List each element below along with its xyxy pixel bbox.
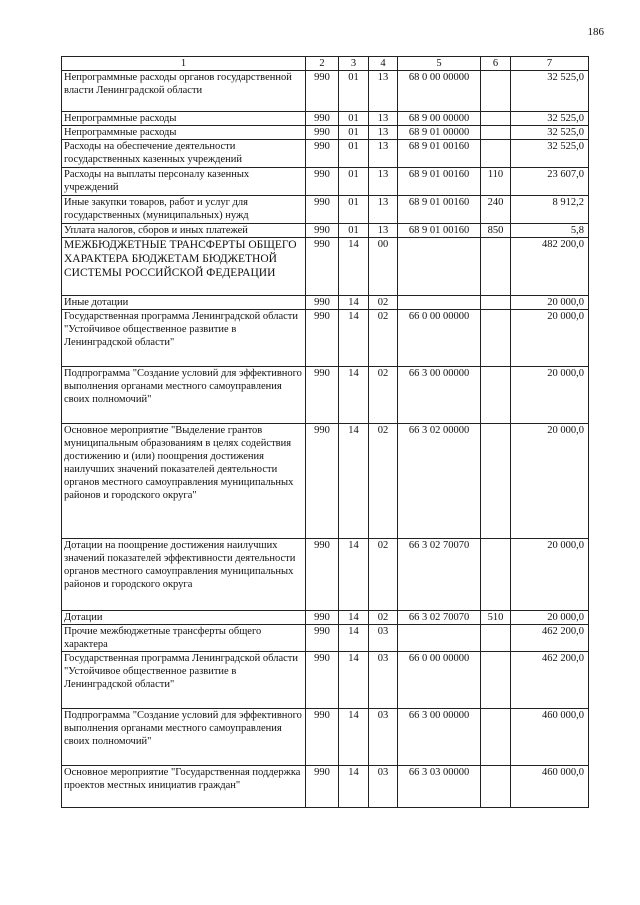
row-name-cell: Непрограммные расходы органов государственной власти Ленинградской области [62,71,306,112]
table-row [62,367,589,424]
code-cell: 990 [306,625,339,652]
row-name-cell: Подпрограмма "Создание условий для эффективного выполнения органами местного самоуправления своих полномочий" [62,709,306,766]
code-cell: 990 [306,424,339,539]
table-row [62,112,589,126]
target-article-cell: 68 9 01 00160 [398,224,481,238]
expense-type-cell [481,140,511,168]
column-header: 5 [398,57,481,71]
table-row [62,766,589,808]
target-article-cell: 68 9 01 00160 [398,140,481,168]
expense-type-cell [481,539,511,611]
target-article-cell: 66 3 02 70070 [398,611,481,625]
row-name-cell: Непрограммные расходы [62,126,306,140]
expense-type-cell [481,424,511,539]
section-cell: 14 [339,296,369,310]
expense-type-cell: 110 [481,168,511,196]
subsection-cell: 03 [369,652,398,709]
amount-cell: 462 200,0 [511,625,589,652]
table-row [62,539,589,611]
subsection-cell: 03 [369,625,398,652]
subsection-cell: 00 [369,238,398,296]
code-cell: 990 [306,168,339,196]
column-header: 1 [62,57,306,71]
amount-cell: 20 000,0 [511,424,589,539]
subsection-cell: 03 [369,766,398,808]
column-header: 7 [511,57,589,71]
row-name-cell: Иные закупки товаров, работ и услуг для государственных (муниципальных) нужд [62,196,306,224]
code-cell: 990 [306,611,339,625]
subsection-cell: 02 [369,424,398,539]
amount-cell: 5,8 [511,224,589,238]
table-row [62,296,589,310]
row-name-cell: Расходы на выплаты персоналу казенных учреждений [62,168,306,196]
section-cell: 01 [339,196,369,224]
code-cell: 990 [306,367,339,424]
code-cell: 990 [306,296,339,310]
column-header: 6 [481,57,511,71]
section-cell: 01 [339,126,369,140]
row-name-cell: Прочие межбюджетные трансферты общего характера [62,625,306,652]
target-article-cell [398,238,481,296]
code-cell: 990 [306,652,339,709]
subsection-cell: 02 [369,611,398,625]
amount-cell: 20 000,0 [511,296,589,310]
expense-type-cell [481,71,511,112]
target-article-cell: 66 3 02 00000 [398,424,481,539]
amount-cell: 20 000,0 [511,310,589,367]
code-cell: 990 [306,766,339,808]
row-name-cell: Основное мероприятие "Государственная поддержка проектов местных инициатив граждан" [62,766,306,808]
expense-type-cell [481,652,511,709]
target-article-cell: 66 0 00 00000 [398,310,481,367]
amount-cell: 20 000,0 [511,367,589,424]
expense-type-cell: 850 [481,224,511,238]
subsection-cell: 13 [369,196,398,224]
amount-cell: 20 000,0 [511,539,589,611]
code-cell: 990 [306,238,339,296]
target-article-cell: 66 0 00 00000 [398,652,481,709]
section-cell: 14 [339,310,369,367]
table-row [62,196,589,224]
table-row [62,310,589,367]
target-article-cell [398,296,481,310]
subsection-cell: 03 [369,709,398,766]
column-header: 2 [306,57,339,71]
amount-cell: 482 200,0 [511,238,589,296]
subsection-cell: 02 [369,539,398,611]
expense-type-cell [481,367,511,424]
subsection-cell: 02 [369,296,398,310]
table-row [62,140,589,168]
expense-type-cell [481,310,511,367]
target-article-cell: 66 3 03 00000 [398,766,481,808]
page-number: 186 [587,26,604,38]
amount-cell: 32 525,0 [511,71,589,112]
code-cell: 990 [306,112,339,126]
amount-cell: 462 200,0 [511,652,589,709]
subsection-cell: 13 [369,112,398,126]
code-cell: 990 [306,196,339,224]
table-row [62,424,589,539]
section-cell: 01 [339,112,369,126]
section-cell: 14 [339,367,369,424]
amount-cell: 460 000,0 [511,709,589,766]
section-cell: 01 [339,71,369,112]
subsection-cell: 13 [369,140,398,168]
target-article-cell: 68 0 00 00000 [398,71,481,112]
row-name-cell: Основное мероприятие "Выделение грантов муниципальным образованиям в целях содействия достижению и (или) поощрения достижения наилучших значений показателей деятельности органов местного самоуправления муниципальных районов и городского округа" [62,424,306,539]
expense-type-cell [481,238,511,296]
section-cell: 14 [339,424,369,539]
header-row [62,57,589,71]
target-article-cell: 68 9 01 00000 [398,126,481,140]
row-name-cell: Непрограммные расходы [62,112,306,126]
row-name-cell: Уплата налогов, сборов и иных платежей [62,224,306,238]
table-row [62,168,589,196]
target-article-cell [398,625,481,652]
section-cell: 01 [339,224,369,238]
amount-cell: 8 912,2 [511,196,589,224]
section-cell: 14 [339,238,369,296]
code-cell: 990 [306,126,339,140]
table-row [62,709,589,766]
table-row [62,611,589,625]
budget-table [61,56,589,808]
row-name-cell: Иные дотации [62,296,306,310]
amount-cell: 23 607,0 [511,168,589,196]
target-article-cell: 66 3 02 70070 [398,539,481,611]
target-article-cell: 68 9 01 00160 [398,168,481,196]
expense-type-cell [481,625,511,652]
expense-type-cell [481,766,511,808]
section-cell: 14 [339,539,369,611]
code-cell: 990 [306,709,339,766]
subsection-cell: 13 [369,224,398,238]
subsection-cell: 02 [369,367,398,424]
table-body [62,71,589,808]
section-cell: 14 [339,709,369,766]
section-cell: 14 [339,611,369,625]
table-row [62,71,589,112]
target-article-cell: 66 3 00 00000 [398,709,481,766]
code-cell: 990 [306,71,339,112]
row-name-cell: МЕЖБЮДЖЕТНЫЕ ТРАНСФЕРТЫ ОБЩЕГО ХАРАКТЕРА БЮДЖЕТАМ БЮДЖЕТНОЙ СИСТЕМЫ РОССИЙСКОЙ ФЕДЕРАЦИИ [62,238,306,296]
code-cell: 990 [306,224,339,238]
row-name-cell: Государственная программа Ленинградской области "Устойчивое общественное развитие в Ленинградской области" [62,310,306,367]
subsection-cell: 13 [369,126,398,140]
section-cell: 14 [339,766,369,808]
row-name-cell: Дотации на поощрение достижения наилучших значений показателей эффективности деятельности органов местного самоуправления муниципальных районов и городского округа [62,539,306,611]
amount-cell: 460 000,0 [511,766,589,808]
code-cell: 990 [306,310,339,367]
table-row [62,126,589,140]
expense-type-cell: 510 [481,611,511,625]
table-row [62,224,589,238]
row-name-cell: Расходы на обеспечение деятельности государственных казенных учреждений [62,140,306,168]
expense-type-cell [481,126,511,140]
section-cell: 14 [339,625,369,652]
column-header: 3 [339,57,369,71]
amount-cell: 32 525,0 [511,140,589,168]
row-name-cell: Дотации [62,611,306,625]
code-cell: 990 [306,539,339,611]
target-article-cell: 68 9 00 00000 [398,112,481,126]
subsection-cell: 02 [369,310,398,367]
section-cell: 01 [339,140,369,168]
expense-type-cell [481,112,511,126]
subsection-cell: 13 [369,71,398,112]
column-header: 4 [369,57,398,71]
section-cell: 14 [339,652,369,709]
row-name-cell: Подпрограмма "Создание условий для эффективного выполнения органами местного самоуправления своих полномочий" [62,367,306,424]
expense-type-cell [481,296,511,310]
amount-cell: 20 000,0 [511,611,589,625]
expense-type-cell [481,709,511,766]
expense-type-cell: 240 [481,196,511,224]
amount-cell: 32 525,0 [511,126,589,140]
target-article-cell: 68 9 01 00160 [398,196,481,224]
subsection-cell: 13 [369,168,398,196]
code-cell: 990 [306,140,339,168]
target-article-cell: 66 3 00 00000 [398,367,481,424]
amount-cell: 32 525,0 [511,112,589,126]
table-row [62,238,589,296]
table-row [62,625,589,652]
row-name-cell: Государственная программа Ленинградской области "Устойчивое общественное развитие в Ленинградской области" [62,652,306,709]
table-row [62,652,589,709]
section-cell: 01 [339,168,369,196]
